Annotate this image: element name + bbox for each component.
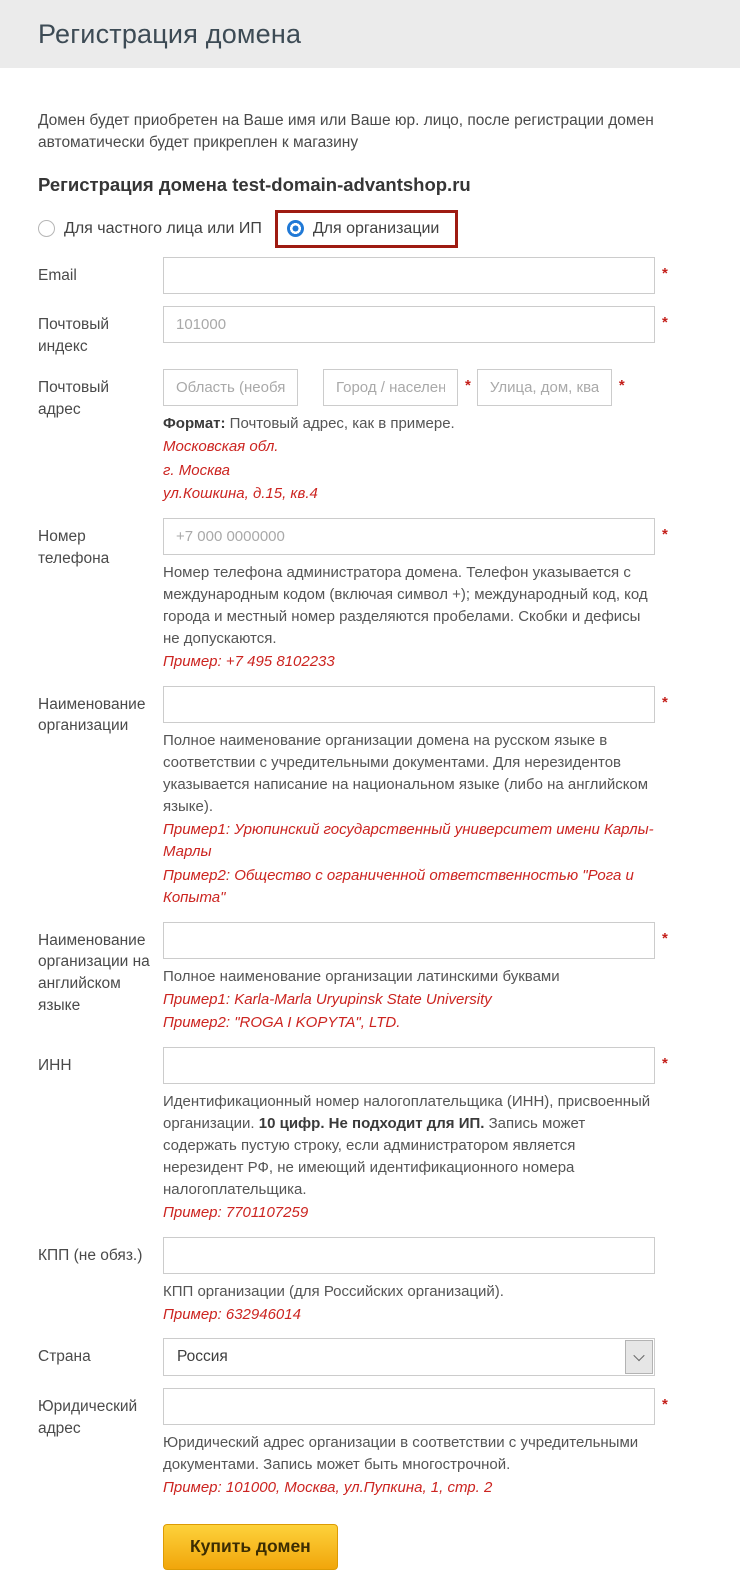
legal-address-example: Пример: 101000, Москва, ул.Пупкина, 1, стр. 2: [163, 1479, 493, 1497]
inn-hint: [163, 1091, 655, 1201]
legal-address-row: [38, 1388, 700, 1500]
buy-domain-button[interactable]: Купить домен: [163, 1524, 338, 1570]
required-marker: *: [465, 377, 471, 395]
inn-example: Пример: 7701107259: [163, 1204, 309, 1222]
org-name-example: Пример1: Урюпинский государственный университет имени Карлы-Марлы: [163, 820, 654, 861]
radio-checked-icon[interactable]: [287, 220, 304, 237]
form-subtitle: Регистрация домена test-domain-advantshop.ru: [38, 173, 471, 195]
legal-address-label: Юридический адрес: [38, 1398, 138, 1437]
annotation-highlight-box: [275, 210, 459, 248]
legal-address-hint: Юридический адрес организации в соответствии с учредительными документами. Запись может быть многострочной.: [163, 1434, 639, 1474]
postal-address-row: [38, 369, 700, 506]
org-name-example: Пример2: Общество с ограниченной ответственностью "Рога и Копыта": [163, 866, 634, 907]
region-field[interactable]: [163, 369, 298, 406]
org-name-en-example: Пример1: Karla-Marla Uryupinsk State University: [163, 990, 492, 1008]
registration-form: [0, 68, 740, 1596]
chevron-down-icon: [633, 1350, 644, 1361]
zip-label: Почтовый индекс: [38, 315, 110, 355]
inn-label: ИНН: [38, 1056, 72, 1074]
radio-unchecked-icon[interactable]: [38, 220, 55, 237]
email-field[interactable]: [163, 257, 655, 294]
postal-address-example: г. Москва: [163, 461, 230, 479]
street-field[interactable]: [477, 369, 612, 406]
org-name-en-label: Наименование организации на английском языке: [38, 931, 150, 1014]
radio-private-person-label: Для частного лица или ИП: [64, 219, 262, 237]
postal-address-example: Московская обл.: [163, 438, 279, 456]
required-marker: *: [662, 264, 668, 282]
radio-organization-label: Для организации: [312, 219, 440, 237]
org-name-en-row: [38, 922, 700, 1035]
org-name-label: Наименование организации: [38, 695, 146, 735]
required-marker: *: [662, 929, 668, 947]
email-row: [38, 257, 700, 294]
kpp-field[interactable]: [163, 1237, 655, 1274]
required-marker: *: [662, 525, 668, 543]
hint-text: Почтовый адрес, как в примере.: [225, 415, 455, 433]
kpp-example: Пример: 632946014: [163, 1305, 301, 1323]
intro-text: Домен будет приобретен на Ваше имя или Ваше юр. лицо, после регистрации домен автоматически будет прикреплен к магазину: [38, 112, 654, 152]
org-name-en-example: Пример2: "ROGA I KOPYTA", LTD.: [163, 1014, 401, 1032]
select-arrow-button[interactable]: [625, 1340, 653, 1374]
kpp-label: КПП (не обяз.): [38, 1246, 143, 1264]
required-marker: *: [662, 693, 668, 711]
postal-address-hint: [163, 413, 655, 435]
phone-field[interactable]: [163, 518, 655, 555]
required-marker: *: [662, 313, 668, 331]
phone-hint: Номер телефона администратора домена. Телефон указывается с международным кодом (включая символ +); международный код, код города и местный номер разделяются пробелами. Скобки и дефисы не допускаются.: [163, 563, 648, 647]
org-name-row: [38, 686, 700, 910]
postal-address-example: ул.Кошкина, д.15, кв.4: [163, 485, 318, 503]
postal-address-inputs: [163, 369, 655, 406]
inn-field[interactable]: [163, 1047, 655, 1084]
radio-private-person[interactable]: [38, 220, 262, 238]
required-marker: *: [662, 1396, 668, 1414]
hint-text: Запись может содержать пустую строку, если администратором является нерезидент РФ, не имеющий идентификационного номера налогоплательщика.: [163, 1114, 586, 1198]
zip-row: [38, 306, 700, 357]
postal-address-label: Почтовый адрес: [38, 379, 110, 418]
legal-address-field[interactable]: [163, 1388, 655, 1425]
country-label: Страна: [38, 1348, 91, 1366]
org-name-en-field[interactable]: [163, 922, 655, 959]
kpp-row: [38, 1237, 700, 1327]
required-marker: *: [662, 1054, 668, 1072]
hint-text: Идентификационный номер налогоплательщика (ИНН), присвоенный организации.: [163, 1092, 651, 1132]
hint-bold: 10 цифр. Не подходит для ИП.: [258, 1114, 485, 1132]
phone-row: [38, 518, 700, 674]
required-marker: *: [618, 377, 625, 395]
page-title: Регистрация домена: [38, 18, 302, 49]
phone-label: Номер телефона: [38, 527, 110, 567]
org-name-hint: Полное наименование организации домена на русском языке в соответствии с учредительными документами. Для нерезидентов указывается написание на национальном языке (либо на английском языке).: [163, 731, 649, 815]
kpp-hint: КПП организации (для Российских организаций).: [163, 1282, 504, 1300]
org-name-en-hint: Полное наименование организации латинскими буквами: [163, 967, 560, 985]
email-label: Email: [38, 266, 77, 284]
registrant-type-radio-group: [38, 210, 700, 248]
inn-row: [38, 1047, 700, 1225]
page-header: [0, 0, 740, 68]
org-name-field[interactable]: [163, 686, 655, 723]
zip-field[interactable]: [163, 306, 655, 343]
hint-bold: Формат:: [163, 415, 226, 433]
phone-example: Пример: +7 495 8102233: [163, 653, 335, 671]
country-selected-value: Россия: [177, 1348, 228, 1366]
city-field[interactable]: [323, 369, 458, 406]
country-select[interactable]: [163, 1338, 655, 1376]
radio-organization[interactable]: [287, 220, 440, 238]
country-row: [38, 1338, 700, 1376]
